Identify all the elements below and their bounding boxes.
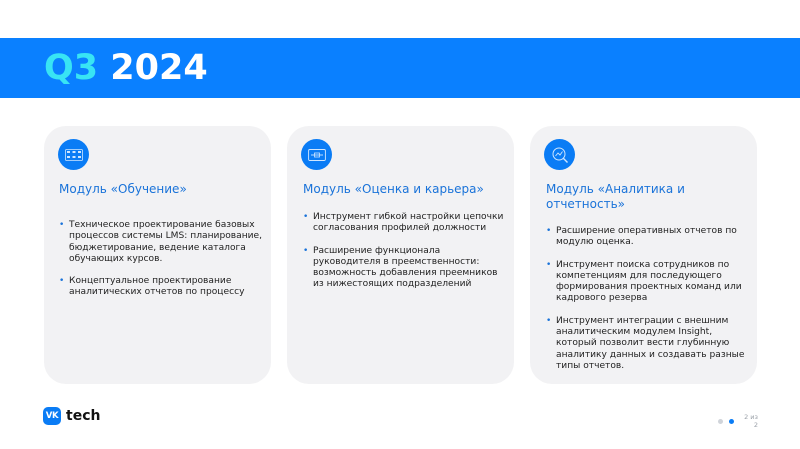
slide-pager <box>718 413 758 429</box>
card-heading: Модуль «Обучение» <box>59 182 187 196</box>
bullet-item: • Расширение оперативных отчетов по модулю оценка. <box>546 226 751 249</box>
title-year: 2024 <box>110 48 208 88</box>
bullet-item: • Расширение функционала руководителя в преемственности: возможность добавления преемников из нижестоящих подразделений <box>303 246 508 291</box>
bullet-item: • Инструмент интеграции с внешним аналитическим модулем Insight, который позволит вести глубинную аналитику данных и создавать разные типы отчетов. <box>546 316 751 372</box>
title-banner <box>0 38 800 98</box>
card-heading: Модуль «Аналитика и отчетность» <box>546 182 685 211</box>
pager-dot-2[interactable] <box>729 419 734 424</box>
learning-icon <box>58 139 89 170</box>
pager-dot-1[interactable] <box>718 419 723 424</box>
card-heading: Модуль «Оценка и карьера» <box>303 182 484 196</box>
page-indicator: 2 из 2 <box>744 413 758 429</box>
module-card-assessment <box>287 126 514 384</box>
bullet-item: • Инструмент поиска сотрудников по компетенциям для последующего формирования проектных команд или кадрового резерва <box>546 260 751 305</box>
vk-logo-icon: VK <box>43 407 61 425</box>
title-highlight: Q3 <box>44 48 99 88</box>
logo-wordmark: tech <box>66 408 101 424</box>
bullet-list <box>59 220 264 310</box>
vk-tech-logo <box>43 407 100 425</box>
bullet-item: • Инструмент гибкой настройки цепочки согласования профилей должности <box>303 212 508 235</box>
bullet-list <box>303 212 508 302</box>
bullet-item: • Техническое проектирование базовых процессов системы LMS: планирование, бюджетирование, ведение каталога обучающих курсов. <box>59 220 264 265</box>
slide-title <box>44 49 208 87</box>
module-card-analytics <box>530 126 757 384</box>
assessment-career-icon <box>301 139 332 170</box>
analytics-icon <box>544 139 575 170</box>
bullet-item: • Концептуальное проектирование аналитических отчетов по процессу <box>59 276 264 299</box>
bullet-list <box>546 226 751 383</box>
module-card-learning <box>44 126 271 384</box>
